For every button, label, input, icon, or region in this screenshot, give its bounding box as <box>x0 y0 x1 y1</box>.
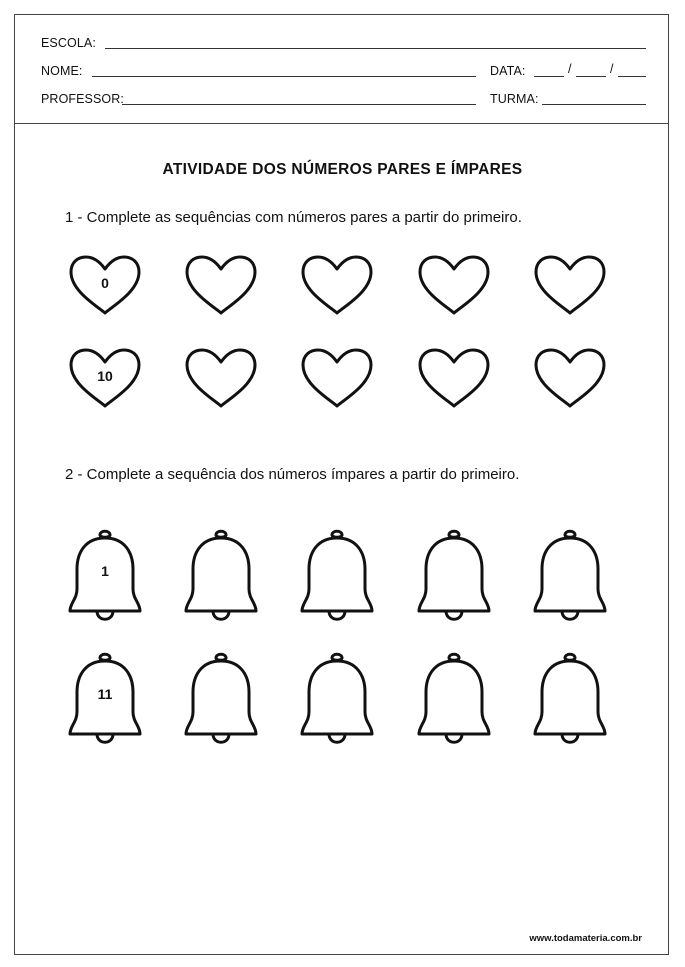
date-day-field[interactable] <box>534 76 564 77</box>
bell-icon <box>532 650 608 746</box>
bell-answer-box[interactable] <box>183 650 259 746</box>
sequence-number: 0 <box>101 275 109 291</box>
school-label: ESCOLA: <box>41 36 96 50</box>
teacher-label: PROFESSOR: <box>41 92 124 106</box>
heart-answer-box[interactable] <box>183 255 259 315</box>
sequence-number: 1 <box>101 563 109 579</box>
bell-icon <box>416 527 492 623</box>
heart-icon <box>416 255 492 315</box>
date-separator: / <box>568 62 572 76</box>
bell-answer-box <box>67 527 143 623</box>
heart-answer-box[interactable] <box>299 348 375 408</box>
date-separator: / <box>610 62 614 76</box>
bell-icon <box>299 527 375 623</box>
header-divider <box>15 123 668 124</box>
heart-icon <box>183 255 259 315</box>
bell-answer-box[interactable] <box>183 527 259 623</box>
page-title: ATIVIDADE DOS NÚMEROS PARES E ÍMPARES <box>162 161 523 178</box>
exercise1-instruction: 1 - Complete as sequências com números pares a partir do primeiro. <box>65 209 522 226</box>
heart-icon <box>299 255 375 315</box>
bell-answer-box[interactable] <box>532 527 608 623</box>
bell-icon <box>416 650 492 746</box>
school-field[interactable] <box>105 48 646 49</box>
bell-icon <box>299 650 375 746</box>
bell-answer-box <box>67 650 143 746</box>
bell-icon <box>183 650 259 746</box>
heart-answer-box[interactable] <box>299 255 375 315</box>
heart-answer-box[interactable] <box>532 255 608 315</box>
heart-icon <box>299 348 375 408</box>
bell-icon <box>183 527 259 623</box>
class-label: TURMA: <box>490 92 539 106</box>
sequence-number: 11 <box>97 686 113 702</box>
sequence-number: 10 <box>97 368 113 384</box>
bell-icon <box>532 527 608 623</box>
heart-icon <box>532 348 608 408</box>
heart-answer-box[interactable] <box>532 348 608 408</box>
class-field[interactable] <box>542 104 646 105</box>
worksheet <box>14 14 669 955</box>
exercise2-instruction: 2 - Complete a sequência dos números ímpares a partir do primeiro. <box>65 466 520 483</box>
teacher-field[interactable] <box>122 104 476 105</box>
bell-answer-box[interactable] <box>416 527 492 623</box>
heart-answer-box <box>67 255 143 315</box>
footer-url: www.todamateria.com.br <box>529 933 642 944</box>
bell-answer-box[interactable] <box>532 650 608 746</box>
heart-icon <box>183 348 259 408</box>
name-field[interactable] <box>92 76 476 77</box>
heart-answer-box[interactable] <box>416 348 492 408</box>
heart-answer-box[interactable] <box>416 255 492 315</box>
date-month-field[interactable] <box>576 76 606 77</box>
date-year-field[interactable] <box>618 76 646 77</box>
heart-answer-box[interactable] <box>183 348 259 408</box>
bell-answer-box[interactable] <box>416 650 492 746</box>
heart-icon <box>416 348 492 408</box>
name-label: NOME: <box>41 64 83 78</box>
date-label: DATA: <box>490 64 526 78</box>
heart-answer-box <box>67 348 143 408</box>
heart-icon <box>532 255 608 315</box>
bell-answer-box[interactable] <box>299 650 375 746</box>
bell-answer-box[interactable] <box>299 527 375 623</box>
